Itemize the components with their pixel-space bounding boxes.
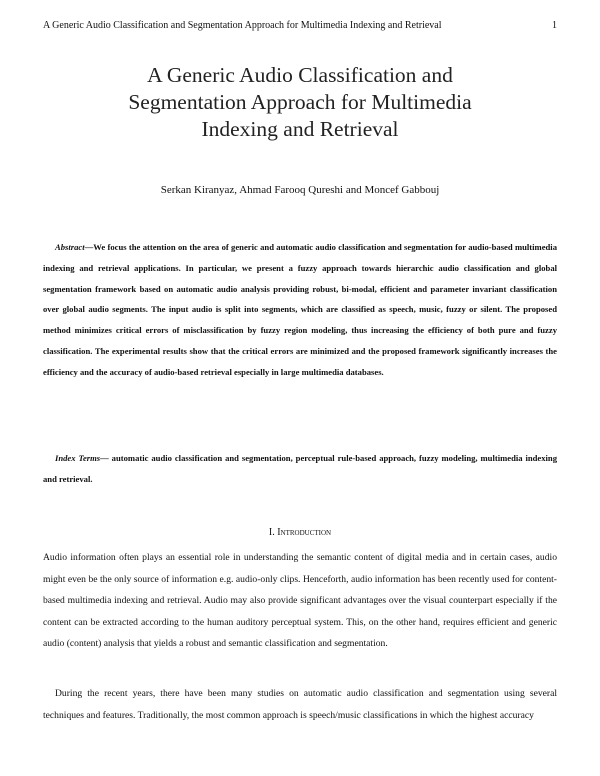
title-line-1: A Generic Audio Classification and bbox=[147, 63, 453, 87]
abstract-text: —We focus the attention on the area of generic and automatic audio classification and segmentation for audio-based multimedia indexing and retrieval applications. In particular, we present a fuzzy approach towards hierarchic audio classification and global segmentation framework based on automatic audio analysis providing robust, bi-modal, efficient and parameter invariant classification over global audio segments. The input audio is split into segments, which are classified as speech, music, fuzzy or silent. The proposed method minimizes critical errors of misclassification by fuzzy region modeling, thus increasing the efficiency of both pure and fuzzy classification. The experimental results show that the critical errors are minimized and the proposed framework significantly increases the efficiency and the accuracy of audio-based retrieval especially in large multimedia databases. bbox=[43, 242, 557, 377]
abstract bbox=[43, 237, 557, 383]
running-title: A Generic Audio Classification and Segmentation Approach for Multimedia Indexing and Retrieval bbox=[43, 20, 442, 31]
title-line-3: Indexing and Retrieval bbox=[201, 117, 399, 141]
section-title: Introduction bbox=[277, 527, 332, 538]
page-number: 1 bbox=[552, 20, 557, 31]
title-line-2: Segmentation Approach for Multimedia bbox=[128, 90, 472, 114]
section-number: I. bbox=[268, 527, 275, 538]
abstract-lead: Abstract bbox=[55, 242, 85, 252]
section-heading bbox=[43, 527, 557, 539]
index-terms-lead: Index Terms bbox=[55, 453, 101, 463]
body-paragraph-1: Audio information often plays an essential role in understanding the semantic content of digital media and in certain cases, audio might even be the only source of information e.g. audio-only clips. Henceforth, audio information has been recently used for content-based multimedia indexing and retrieval. Audio may also provide significant advantages over the visual counterpart especially if the content can be extracted according to the human auditory perceptual system. This, on the other hand, requires efficient and generic audio (content) analysis that yields a robust and semantic classification and segmentation. bbox=[43, 552, 557, 650]
paper-title bbox=[60, 62, 540, 143]
index-terms bbox=[43, 448, 557, 490]
body-paragraph-2: During the recent years, there have been many studies on automatic audio classification and segmentation using several techniques and features. Traditionally, the most common approach is speech/music classifications in which the highest accuracy bbox=[43, 688, 557, 721]
authors: Serkan Kiranyaz, Ahmad Farooq Qureshi and Moncef Gabbouj bbox=[160, 184, 440, 196]
index-terms-text: — automatic audio classification and segmentation, perceptual rule-based approach, fuzzy modeling, multimedia indexing and retrieval. bbox=[43, 453, 558, 484]
running-header bbox=[43, 20, 557, 32]
